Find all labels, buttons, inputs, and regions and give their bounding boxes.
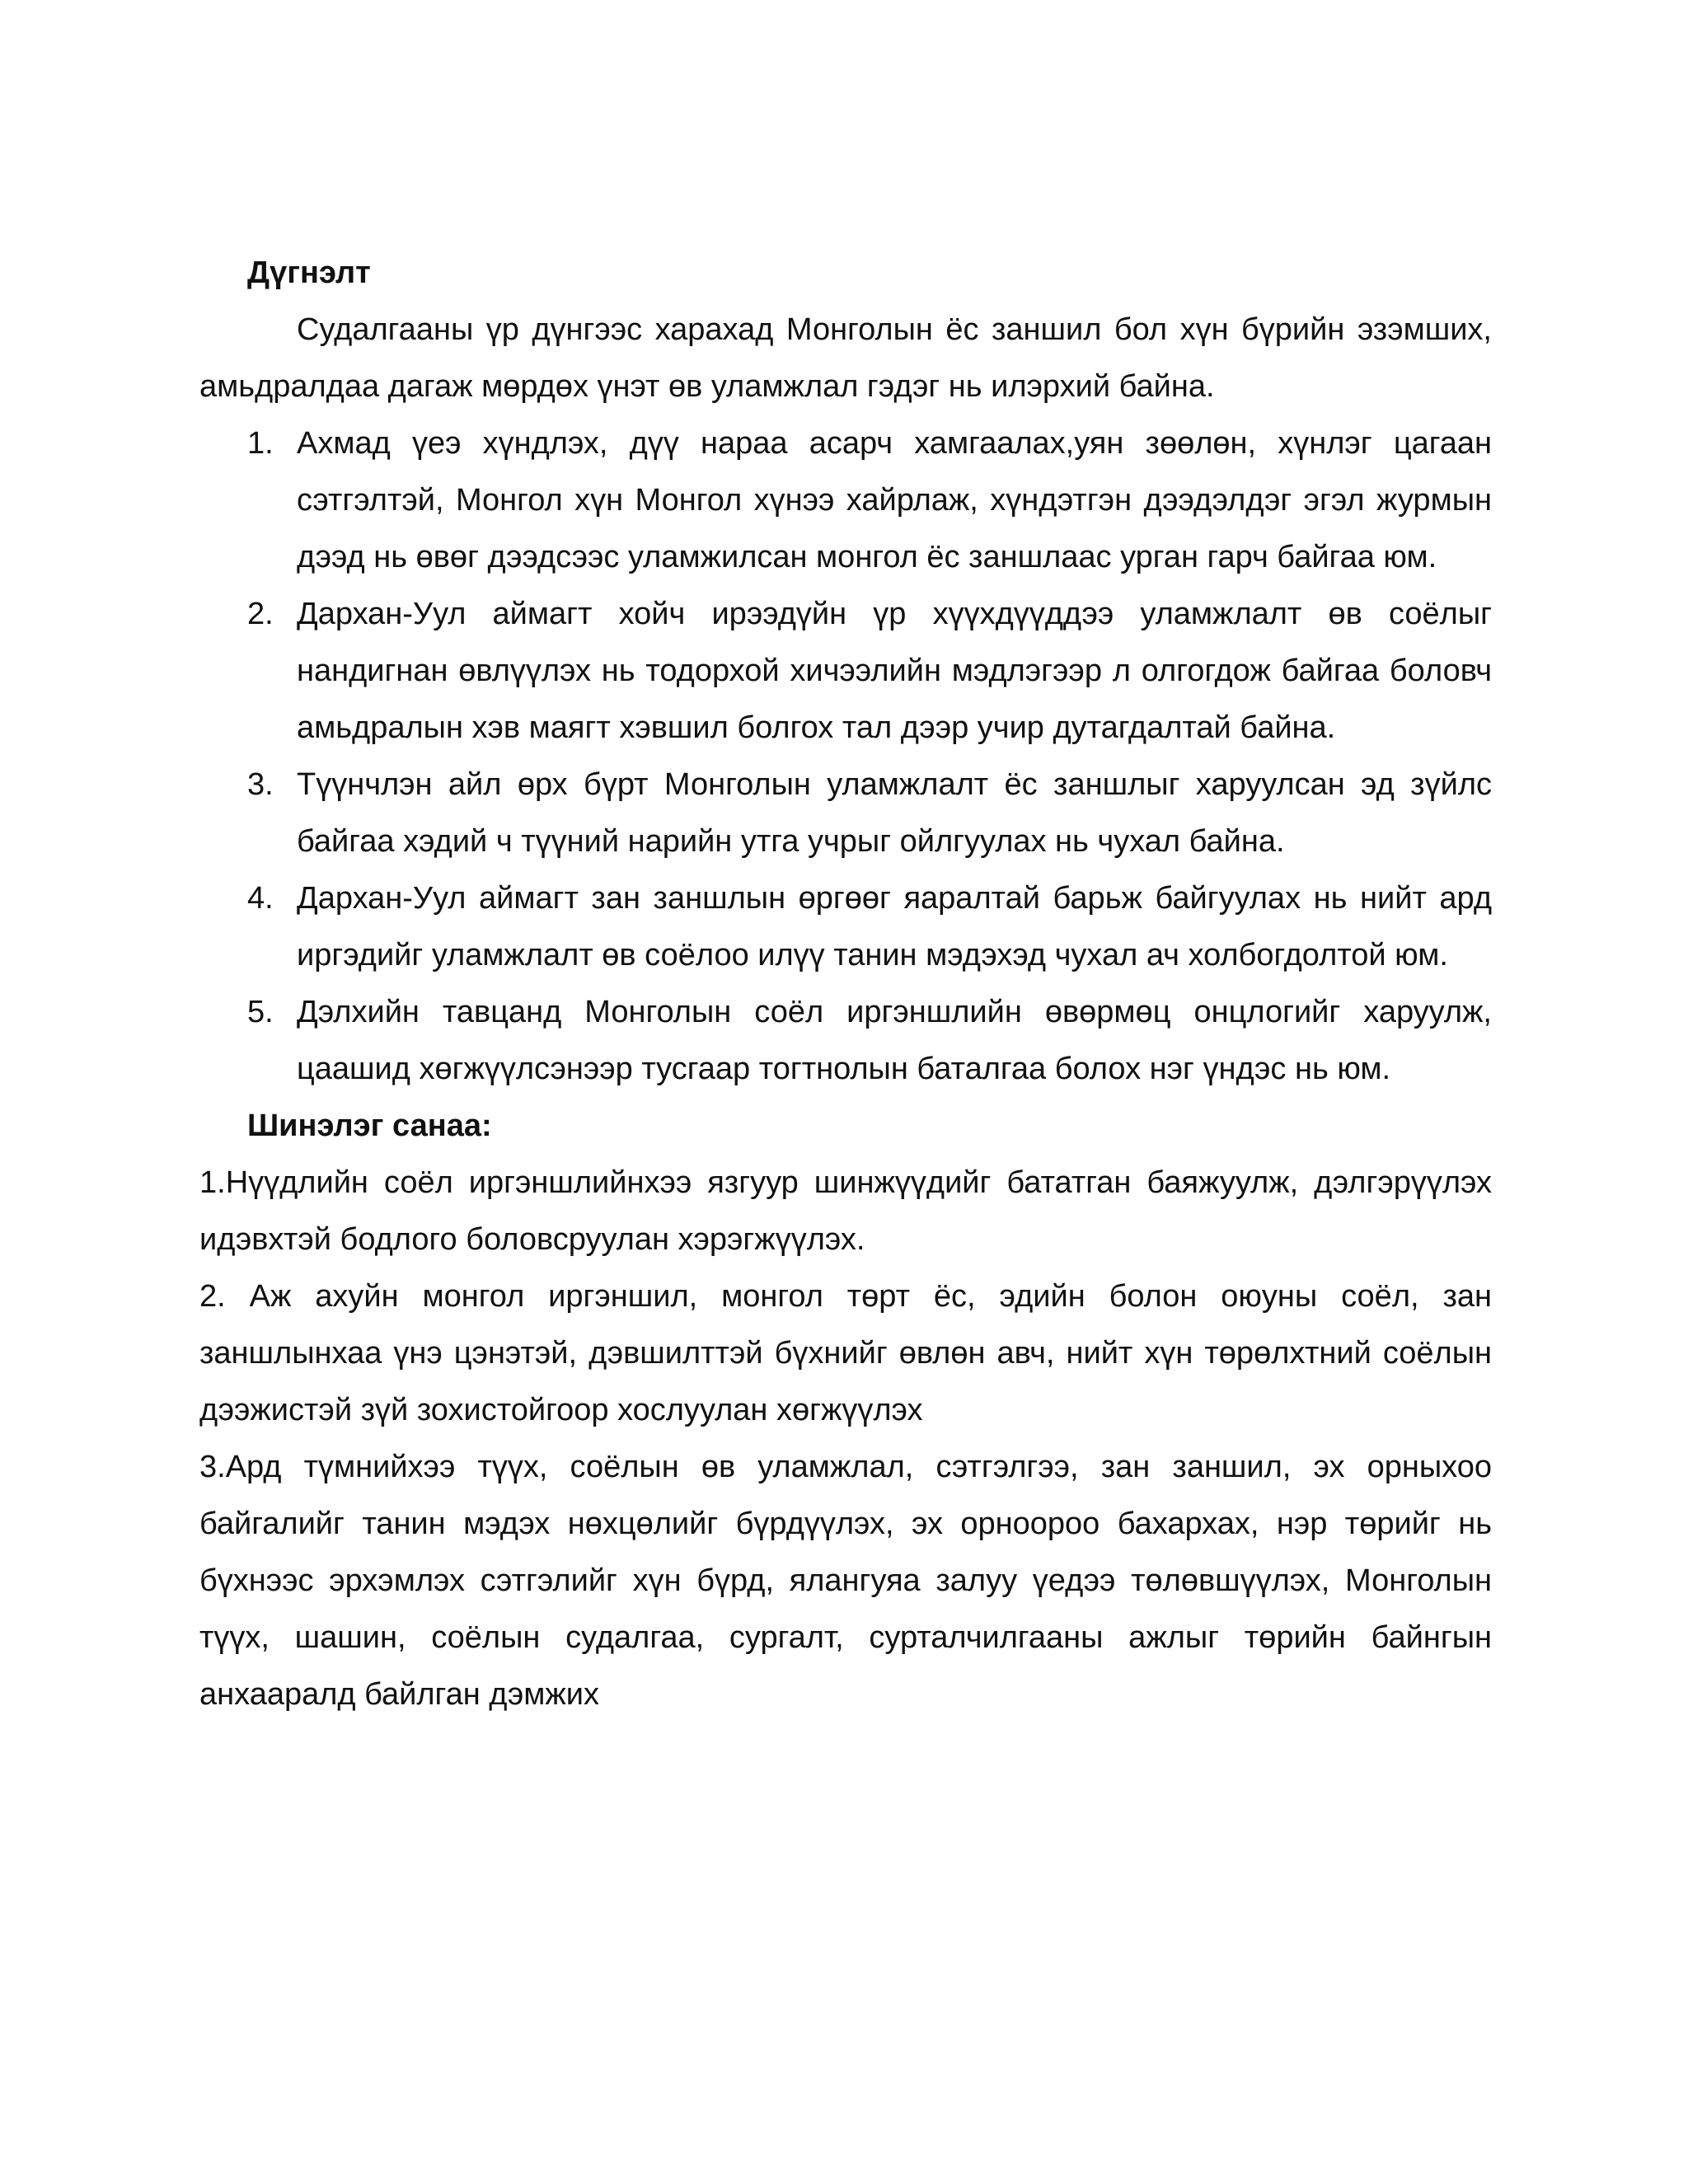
conclusion-text: Дархан-Уул аймагт хойч ирээдүйн үр хүүхдүүддээ уламжлалт өв соёлыг нандигнан өвлүүлэх нь тодорхой хичээлийн мэдлэгээр л олгогдож байгаа боловч амьдралын хэв маягт хэвшил болгох тал дээр учир дутагдалтай байна. (297, 597, 1492, 745)
conclusion-item (199, 415, 1492, 586)
conclusion-text: Дархан-Уул аймагт зан заншлын өргөөг яаралтай барьж байгуулах нь нийт ард иргэдийг уламжлалт өв соёлоо илүү танин мэдэхэд чухал ач холбогдолтой юм. (297, 881, 1492, 972)
innovation-paragraph: 3.Ард түмнийхээ түүх, соёлын өв уламжлал, сэтгэлгээ, зан заншил, эх орныхоо байгалийг танин мэдэх нөхцөлийг бүрдүүлэх, эх орноороо бахархах, нэр төрийг нь бүхнээс эрхэмлэх сэтгэлийг хүн бүрд, ялангуяа залуу үедээ төлөвшүүлэх, Монголын түүх, шашин, соёлын судалгаа, сургалт, сурталчилгааны ажлыг төрийн байнгын анхааралд байлган дэмжих (199, 1450, 1492, 1712)
conclusion-item (199, 586, 1492, 757)
innovation-paragraph: 2. Аж ахуйн монгол иргэншил, монгол төрт ёс, эдийн болон оюуны соёл, зан заншлынхаа үнэ цэнэтэй, дэвшилттэй бүхнийг өвлөн авч, нийт хүн төрөлхтний соёлын дээжистэй зүй зохистойгоор хослуулан хөгжүүлэх (199, 1279, 1492, 1427)
document-body (199, 245, 1492, 1723)
conclusion-text: Дэлхийн тавцанд Монголын соёл иргэншлийн өвөрмөц онцлогийг харуулж, цаашид хөгжүүлсэнээр тусгаар тогтнолын баталгаа болох нэг үндэс нь юм. (297, 995, 1492, 1086)
conclusion-list (199, 415, 1492, 1098)
innovation-heading: Шинэлэг санаа: (247, 1108, 492, 1143)
innovation-paragraph: 1.Нүүдлийн соёл иргэншлийнхээ язгуур шинжүүдийг бататган баяжуулж, дэлгэрүүлэх идэвхтэй бодлого боловсруулан хэрэгжүүлэх. (199, 1165, 1492, 1257)
conclusion-item (199, 757, 1492, 870)
conclusion-number: 5. (247, 995, 274, 1029)
conclusion-text: Ахмад үеэ хүндлэх, дүү нараа асарч хамгаалах,уян зөөлөн, хүнлэг цагаан сэтгэлтэй, Монгол хүн Монгол хүнээ хайрлаж, хүндэтгэн дээдэлдэг эгэл журмын дээд нь өвөг дээдсээс уламжилсан монгол ёс заншлаас урган гарч байгаа юм. (297, 426, 1492, 574)
conclusion-heading: Дүгнэлт (247, 255, 371, 290)
conclusion-text: Түүнчлэн айл өрх бүрт Монголын уламжлалт ёс заншлыг харуулсан эд зүйлс байгаа хэдий ч түүний нарийн утга учрыг ойлгуулах нь чухал байна. (297, 767, 1492, 859)
conclusion-item (199, 870, 1492, 984)
conclusion-number: 1. (247, 426, 274, 461)
conclusion-number: 2. (247, 597, 274, 631)
conclusion-item (199, 984, 1492, 1098)
conclusion-number: 3. (247, 767, 274, 802)
intro-paragraph: Судалгааны үр дүнгээс харахад Монголын ёс заншил бол хүн бүрийн эзэмших, амьдралдаа дагаж мөрдөх үнэт өв уламжлал гэдэг нь илэрхий байна. (199, 312, 1492, 404)
conclusion-number: 4. (247, 881, 274, 916)
